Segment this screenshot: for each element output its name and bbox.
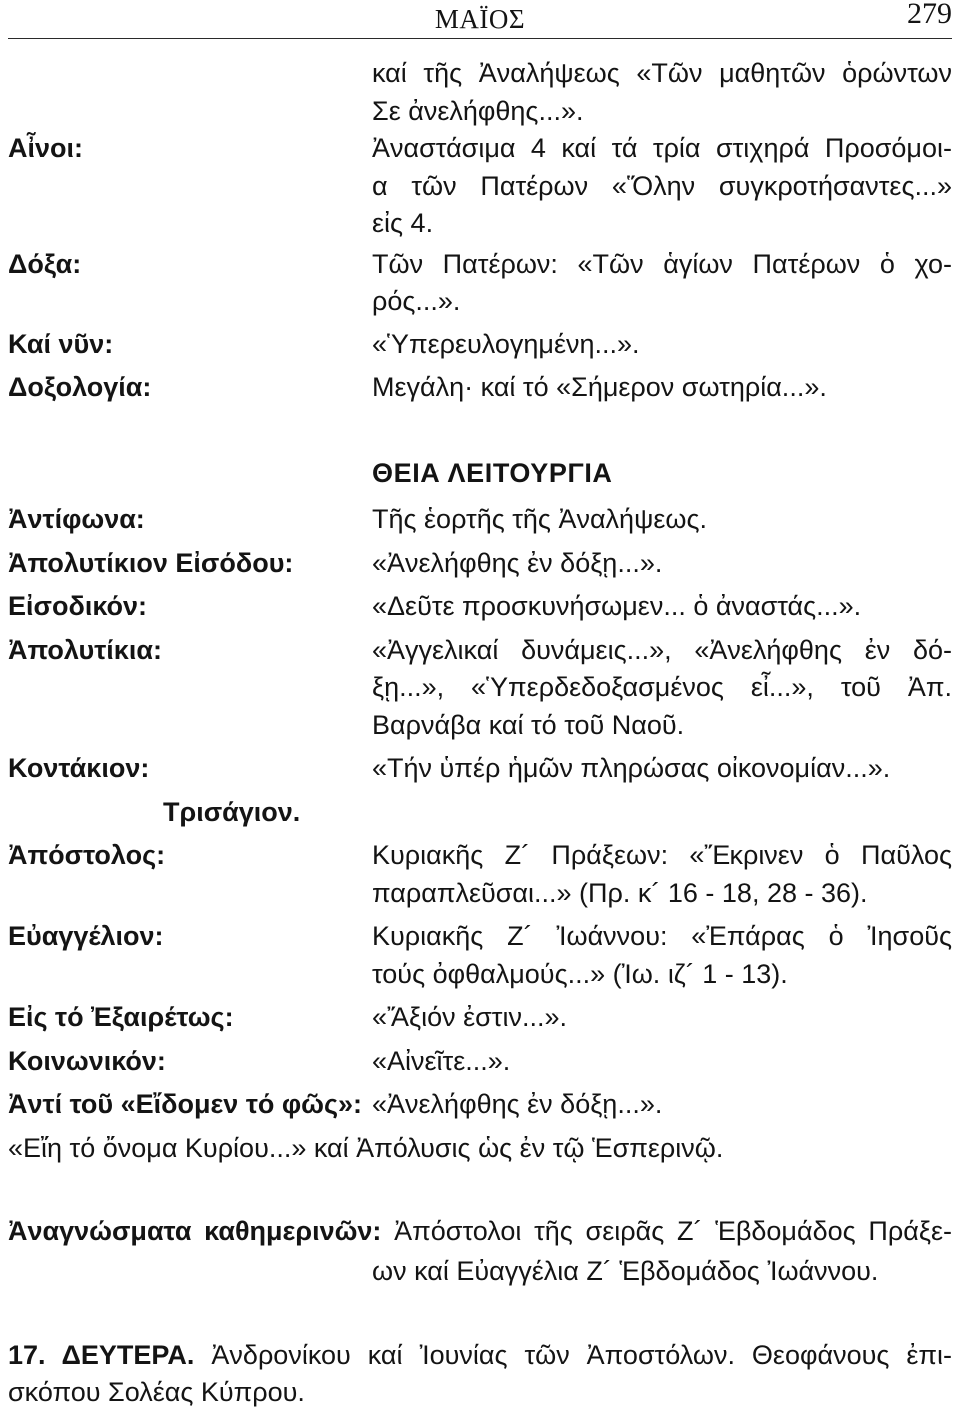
- eisodikon-text: [372, 588, 952, 626]
- readings-first-line: [8, 1211, 952, 1251]
- text-line: τούς ὀφθαλμούς...» (Ἰω. ιζ´ 1 - 13).: [372, 958, 788, 989]
- praises-text: [372, 130, 952, 243]
- gospel-label: Εὐαγγέλιον:: [8, 921, 164, 951]
- text-line: Ἀναστάσιμα 4 καί τά τρία στιχηρά Προσόμοι-: [372, 133, 952, 163]
- praises-label: Αἶνοι:: [8, 133, 84, 163]
- doxology-text: [372, 369, 952, 407]
- both-now-row: [8, 326, 952, 364]
- text-line: «Ἀνελήφθης ἐν δόξῃ...».: [372, 547, 663, 578]
- instead-of-eidomen-row: [8, 1086, 952, 1124]
- doxology-row: [8, 369, 952, 407]
- text-line: ξῃ...», «Ὑπερδεδοξασμένος εἶ...», τοῦ Ἀπ.: [372, 672, 952, 702]
- both-now-text: [372, 326, 952, 364]
- next-day-first-line: [8, 1337, 952, 1374]
- exairetos-text: [372, 999, 952, 1037]
- text-line: «Δεῦτε προσκυνήσωμεν... ὁ ἀναστάς...».: [372, 591, 862, 621]
- matins-section: [8, 55, 952, 407]
- daily-readings-paragraph: [8, 1211, 952, 1291]
- glory-label: Δόξα:: [8, 248, 82, 279]
- exairetos-label: Εἰς τό Ἐξαιρέτως:: [8, 1002, 234, 1032]
- instead-of-eidomen-label: Ἀντί τοῦ «Εἴδομεν τό φῶς»:: [8, 1089, 363, 1119]
- entrance-apolytikion-label: Ἀπολυτίκιον Εἰσόδου:: [8, 547, 294, 578]
- page-number: 279: [907, 0, 952, 30]
- apostle-row: [8, 837, 952, 912]
- text-line: παραπλεῦσαι...» (Πρ. κ´ 16 - 18, 28 - 36).: [372, 877, 868, 908]
- apostle-text: [372, 837, 952, 912]
- eisodikon-label: Εἰσοδικόν:: [8, 591, 148, 621]
- text-line: Βαρνάβα καί τό τοῦ Ναοῦ.: [372, 709, 685, 740]
- exairetos-row: [8, 999, 952, 1037]
- communion-hymn-row: [8, 1043, 952, 1081]
- text-line: Κυριακῆς Ζ´ Ἰωάννου: «Ἐπάρας ὁ Ἰησοῦς: [372, 921, 952, 951]
- apostle-label: Ἀπόστολος:: [8, 840, 166, 870]
- praises-row: [8, 130, 952, 243]
- gospel-text: [372, 918, 952, 993]
- day-heading: 17. ΔΕΥΤΕΡΑ.: [8, 1340, 195, 1370]
- text-line: «Ἀγγελικαί δυνάμεις...», «Ἀνελήφθης ἐν δό-: [372, 634, 952, 665]
- apolytikia-text: [372, 632, 952, 745]
- empty-label: [8, 55, 372, 93]
- kontakion-text: [372, 750, 952, 788]
- communion-hymn-label: Κοινωνικόν:: [8, 1045, 166, 1076]
- text-line: Μεγάλη· καί τό «Σήμερον σωτηρία...».: [372, 372, 827, 402]
- glory-row: [8, 246, 952, 321]
- text-line: «Ἄξιόν ἐστιν...».: [372, 1002, 567, 1032]
- readings-label: Ἀναγνώσματα καθημερινῶν:: [8, 1216, 382, 1246]
- antiphons-row: [8, 501, 952, 539]
- apolytikia-row: [8, 632, 952, 745]
- instead-of-eidomen-text: [372, 1086, 952, 1124]
- continuation-row: [8, 55, 952, 130]
- text-line: Κυριακῆς Ζ´ Πράξεων: «Ἔκρινεν ὁ Παῦλος: [372, 840, 952, 870]
- communion-hymn-text: [372, 1043, 952, 1081]
- gospel-row: [8, 918, 952, 993]
- eisodikon-row: [8, 588, 952, 626]
- entrance-apolytikion-row: [8, 545, 952, 583]
- dismissal-row: [8, 1130, 952, 1168]
- next-day-paragraph: [8, 1337, 952, 1411]
- apolytikia-label: Ἀπολυτίκια:: [8, 634, 162, 665]
- text-line: Ἀπόστολοι τῆς σειρᾶς Ζ´ Ἑβδομάδος Πράξε-: [394, 1216, 952, 1246]
- text-line: «Αἰνεῖτε...».: [372, 1045, 511, 1076]
- running-title: ΜΑΪΟΣ: [434, 4, 526, 34]
- text-line: εἰς 4.: [372, 208, 434, 238]
- glory-text: [372, 246, 952, 321]
- text-line: καί τῆς Ἀναλήψεως «Τῶν μαθητῶν ὁρώντων: [372, 58, 952, 88]
- antiphons-label: Ἀντίφωνα:: [8, 504, 145, 534]
- entrance-apolytikion-text: [372, 545, 952, 583]
- continuation-text: [372, 55, 952, 130]
- dismissal-text: «Εἴη τό ὄνομα Κυρίου...» καί Ἀπόλυσις ὡς ἐν τῷ Ἑσπερινῷ.: [8, 1132, 724, 1163]
- trisagion-row: [8, 794, 952, 832]
- text-line: Τῆς ἑορτῆς τῆς Ἀναλήψεως.: [372, 504, 707, 534]
- book-page: [8, 0, 952, 1413]
- section-title: ΘΕΙΑ ΛΕΙΤΟΥΡΓΙΑ: [372, 458, 613, 488]
- text-line: «Ὑπερευλογημένη...».: [372, 329, 640, 359]
- trisagion-label: Τρισάγιον.: [163, 796, 301, 827]
- text-line: ρός...».: [372, 286, 461, 316]
- kontakion-row: [8, 750, 952, 788]
- text-line: Τῶν Πατέρων: «Τῶν ἁγίων Πατέρων ὁ χο-: [372, 248, 952, 279]
- text-line: α τῶν Πατέρων «Ὅλην συγκροτήσαντες...»: [372, 170, 952, 201]
- text-line: «Ἀνελήφθης ἐν δόξῃ...».: [372, 1089, 663, 1119]
- text-line: Ἀνδρονίκου καί Ἰουνίας τῶν Ἀποστόλων. Θεοφάνους ἐπι-: [211, 1340, 952, 1370]
- text-line: σκόπου Σολέας Κύπρου.: [8, 1377, 305, 1407]
- antiphons-text: [372, 501, 952, 539]
- both-now-label: Καί νῦν:: [8, 329, 114, 359]
- text-line: ων καί Εὐαγγέλια Ζ´ Ἑβδομάδος Ἰωάννου.: [372, 1256, 879, 1286]
- text-line: Σε ἀνελήφθης...».: [372, 95, 584, 126]
- running-head: [8, 0, 952, 39]
- doxology-label: Δοξολογία:: [8, 372, 152, 402]
- kontakion-label: Κοντάκιον:: [8, 753, 150, 783]
- liturgy-section: [8, 501, 952, 1167]
- text-line: «Τήν ὑπέρ ἡμῶν πληρώσας οἰκονομίαν...».: [372, 753, 891, 783]
